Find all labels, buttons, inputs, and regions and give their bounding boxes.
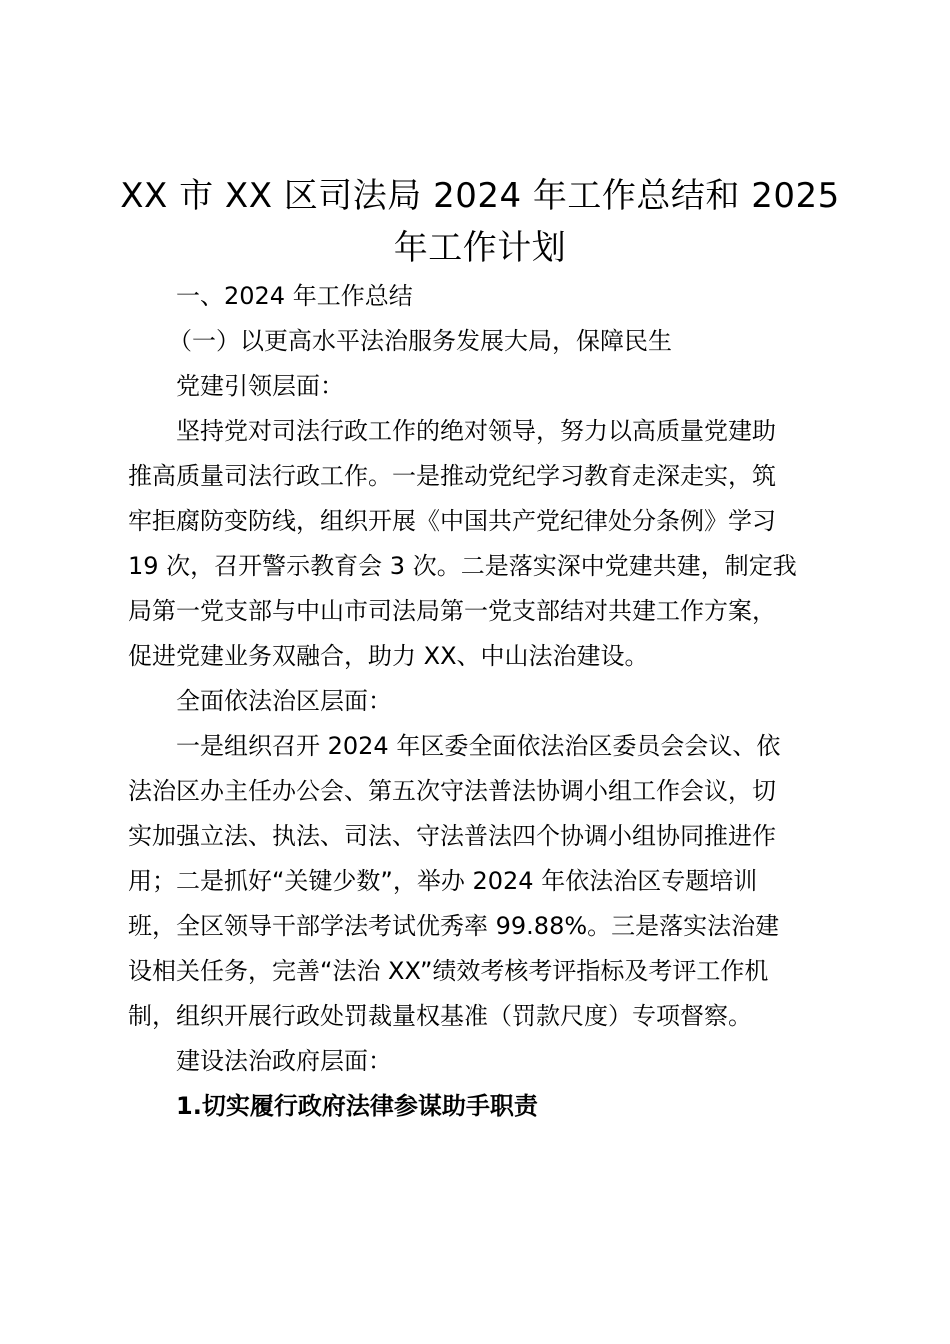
title-line-2: 年工作计划 (393, 228, 567, 268)
paragraph-line: 设相关任务，完善“法治 XX”绩效考核考评指标及考评工作机 (128, 957, 769, 985)
paragraph-line: 一是组织召开 2024 年区委全面依法治区委员会会议、依 (176, 732, 781, 760)
title-line-1: XX 市 XX 区司法局 2024 年工作总结和 2025 (120, 176, 840, 216)
paragraph-line: 班，全区领导干部学法考试优秀率 99.88%。三是落实法治建 (128, 912, 780, 940)
paragraph-line: 实加强立法、执法、司法、守法普法四个协调小组协同推进作 (128, 822, 776, 850)
government-label: 建设法治政府层面： (176, 1047, 392, 1075)
paragraph-line: 牢拒腐防变防线，组织开展《中国共产党纪律处分条例》学习 (128, 507, 776, 535)
party-building-label: 党建引领层面： (176, 372, 344, 400)
paragraph-line: 制，组织开展行政处罚裁量权基准（罚款尺度）专项督察。 (128, 1002, 752, 1030)
section-heading: 一、2024 年工作总结 (176, 282, 413, 310)
paragraph-line: 用；二是抓好“关键少数”，举办 2024 年依法治区专题培训 (128, 867, 758, 895)
paragraph-line: 法治区办主任办公会、第五次守法普法协调小组工作会议，切 (128, 777, 776, 805)
paragraph-line: 19 次，召开警示教育会 3 次。二是落实深中党建共建，制定我 (128, 552, 797, 580)
government-item-heading: 1.切实履行政府法律参谋助手职责 (176, 1092, 538, 1120)
rule-of-law-label: 全面依法治区层面： (176, 687, 392, 715)
paragraph-line: 坚持党对司法行政工作的绝对领导，努力以高质量党建助 (176, 417, 776, 445)
paragraph-line: 局第一党支部与中山市司法局第一党支部结对共建工作方案， (128, 597, 776, 625)
paragraph-line: 推高质量司法行政工作。一是推动党纪学习教育走深走实，筑 (128, 462, 776, 490)
paragraph-line: 促进党建业务双融合，助力 XX、中山法治建设。 (128, 642, 649, 670)
subsection-heading: （一）以更高水平法治服务发展大局，保障民生 (168, 327, 672, 355)
document-title (110, 170, 850, 274)
